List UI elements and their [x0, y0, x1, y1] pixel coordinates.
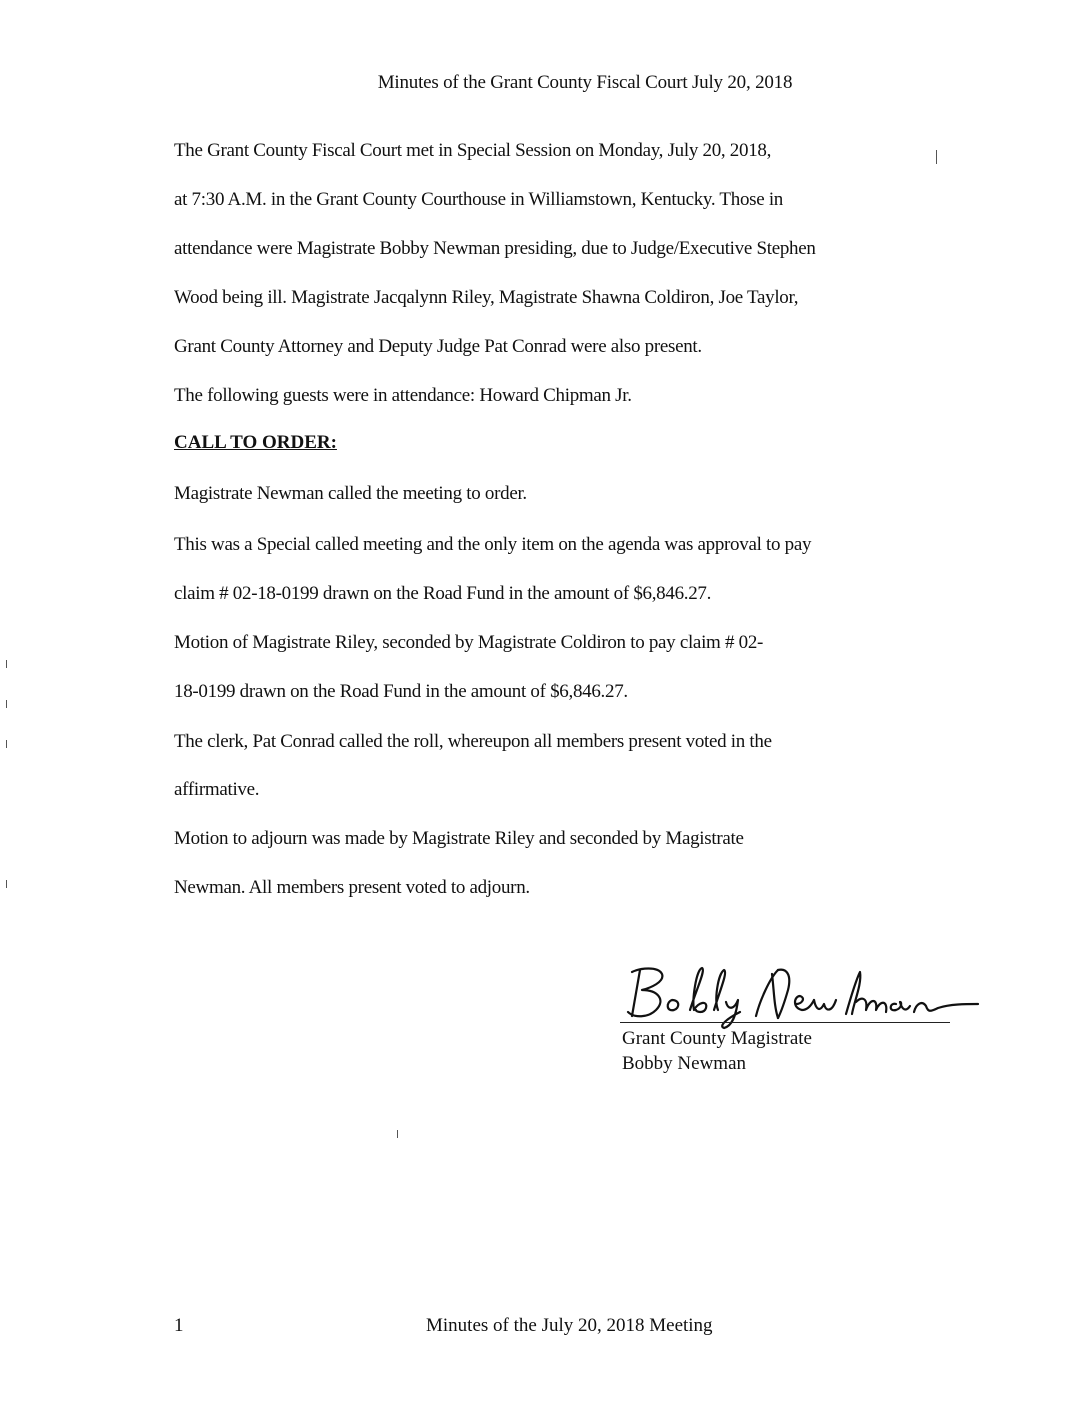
section-line: Magistrate Newman called the meeting to order. — [174, 483, 527, 504]
section-line: Newman. All members present voted to adjourn. — [174, 877, 530, 898]
scan-artifact — [6, 700, 7, 708]
scan-artifact — [6, 740, 7, 748]
paragraph-line: The following guests were in attendance: Howard Chipman Jr. — [174, 385, 632, 406]
footer-text: Minutes of the July 20, 2018 Meeting — [426, 1315, 713, 1336]
section-line: claim # 02-18-0199 drawn on the Road Fund in the amount of $6,846.27. — [174, 583, 712, 604]
section-line: This was a Special called meeting and the only item on the agenda was approval to pay — [174, 534, 812, 555]
section-heading: CALL TO ORDER: — [174, 432, 337, 453]
paragraph-line: The Grant County Fiscal Court met in Special Session on Monday, July 20, 2018, — [174, 140, 772, 161]
handwritten-signature — [610, 960, 980, 1030]
scan-artifact — [936, 150, 937, 164]
document-title: Minutes of the Grant County Fiscal Court July 20, 2018 — [377, 72, 793, 93]
page-number: 1 — [174, 1315, 184, 1336]
signer-title: Grant County Magistrate — [622, 1028, 812, 1049]
paragraph-line: Grant County Attorney and Deputy Judge Pat Conrad were also present. — [174, 336, 702, 357]
paragraph-line: at 7:30 A.M. in the Grant County Courthouse in Williamstown, Kentucky. Those in — [174, 189, 783, 210]
scan-artifact — [397, 1130, 398, 1138]
section-line: Motion of Magistrate Riley, seconded by Magistrate Coldiron to pay claim # 02- — [174, 632, 764, 653]
signature-line — [620, 1022, 950, 1023]
section-line: 18-0199 drawn on the Road Fund in the amount of $6,846.27. — [174, 681, 628, 702]
paragraph-line: attendance were Magistrate Bobby Newman presiding, due to Judge/Executive Stephen — [174, 238, 816, 259]
signature-block — [590, 960, 990, 1090]
scan-artifact — [6, 660, 7, 668]
section-line: affirmative. — [174, 779, 260, 800]
scan-artifact — [6, 880, 7, 888]
section-line: Motion to adjourn was made by Magistrate Riley and seconded by Magistrate — [174, 828, 744, 849]
signer-name: Bobby Newman — [622, 1053, 747, 1074]
paragraph-line: Wood being ill. Magistrate Jacqalynn Riley, Magistrate Shawna Coldiron, Joe Taylor, — [174, 287, 799, 308]
section-line: The clerk, Pat Conrad called the roll, whereupon all members present voted in the — [174, 731, 772, 752]
